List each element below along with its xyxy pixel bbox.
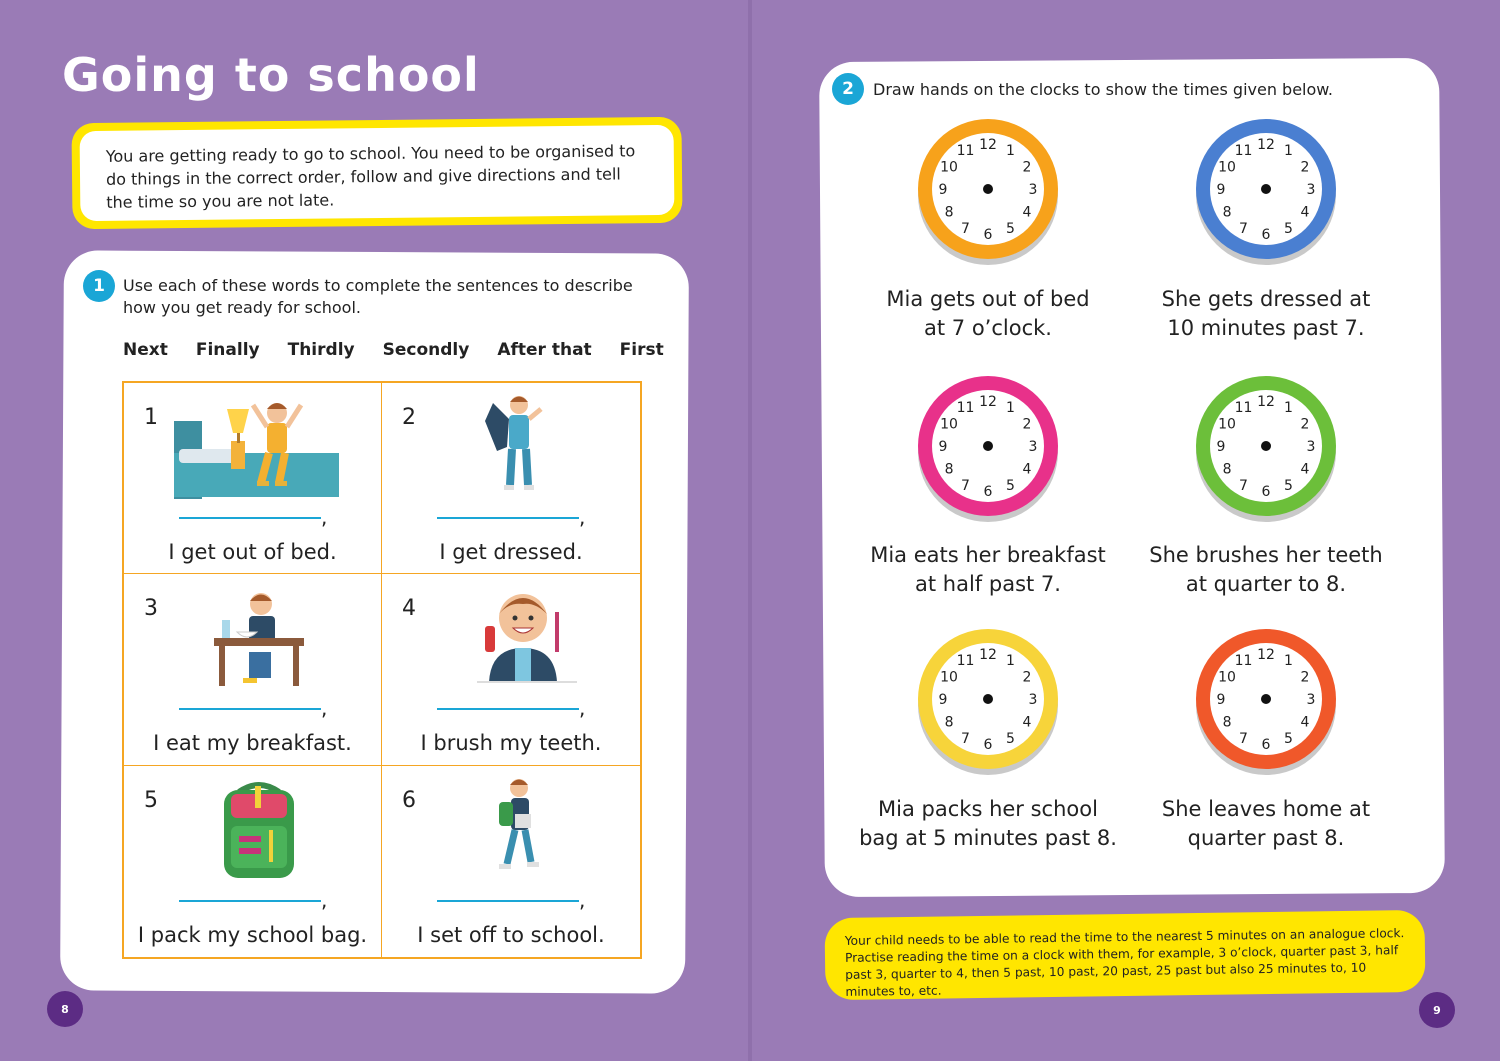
clock-number: 11 xyxy=(1234,400,1253,417)
clock-number: 10 xyxy=(940,416,958,433)
clock-number: 4 xyxy=(1022,714,1032,731)
clock-number: 8 xyxy=(1222,204,1232,221)
clock-center-dot xyxy=(983,184,993,194)
clock-number: 6 xyxy=(1261,737,1271,753)
clock-number: 9 xyxy=(938,439,948,455)
clock-number: 11 xyxy=(956,143,975,160)
caption-line-2: 10 minutes past 7. xyxy=(1167,316,1365,340)
clock-number: 3 xyxy=(1028,692,1038,708)
caption-line-2: bag at 5 minutes past 8. xyxy=(859,826,1117,850)
comma: , xyxy=(579,887,586,912)
school-backpack-illustration xyxy=(169,774,344,889)
clock-number: 12 xyxy=(1257,394,1275,410)
clock-number: 2 xyxy=(1300,159,1310,176)
caption-line-1: Mia gets out of bed xyxy=(886,287,1090,311)
clock-caption-6 xyxy=(1126,795,1406,853)
question-2-text: Draw hands on the clocks to show the times given below. xyxy=(873,80,1333,99)
clock-number: 6 xyxy=(983,227,993,243)
clock-face-3[interactable] xyxy=(913,372,1063,522)
question-1-text: Use each of these words to complete the sentences to describe how you get ready for school. xyxy=(123,276,633,317)
answer-blank[interactable] xyxy=(437,517,579,519)
clock-number: 10 xyxy=(1218,159,1236,176)
clock-center-dot xyxy=(1261,694,1271,704)
sequence-grid xyxy=(122,381,642,959)
clock-caption-4 xyxy=(1126,541,1406,599)
sentence-text: I get dressed. xyxy=(439,540,583,564)
page-title: Going to school xyxy=(62,48,480,102)
clock-number: 5 xyxy=(1284,730,1293,747)
clock-face-2[interactable] xyxy=(1191,115,1341,265)
clock-face-1[interactable] xyxy=(913,115,1063,265)
clock-number: 8 xyxy=(1222,714,1232,731)
clock-number: 9 xyxy=(1216,692,1226,708)
sequence-cell-6 xyxy=(382,766,640,957)
clock-center-dot xyxy=(1261,441,1271,451)
caption-line-1: She gets dressed at xyxy=(1161,287,1371,311)
comma: , xyxy=(321,696,328,721)
sentence-text: I brush my teeth. xyxy=(420,731,602,756)
clock-caption-1 xyxy=(848,285,1128,343)
sequence-cell-5 xyxy=(124,766,382,957)
clock-number: 12 xyxy=(1257,137,1275,153)
page-number-right: 9 xyxy=(1419,992,1455,1028)
boy-walking-to-school-illustration xyxy=(427,774,602,889)
clock-number: 2 xyxy=(1300,416,1310,433)
clock-number: 10 xyxy=(940,159,958,176)
clock-number: 3 xyxy=(1306,182,1316,198)
sentence-text: I eat my breakfast. xyxy=(153,731,352,756)
clock-number: 7 xyxy=(961,730,970,747)
cell-number: 5 xyxy=(144,787,158,813)
word-thirdly: Thirdly xyxy=(287,340,355,360)
clock-center-dot xyxy=(1261,184,1271,194)
word-secondly: Secondly xyxy=(382,340,470,360)
caption-line-1: Mia packs her school xyxy=(878,797,1098,821)
sentence-text: I get out of bed. xyxy=(168,540,337,564)
boy-brushing-teeth-illustration xyxy=(427,582,602,697)
clock-number: 8 xyxy=(944,714,954,731)
word-first: First xyxy=(619,340,664,360)
sequence-cell-3 xyxy=(124,574,382,765)
sequence-cell-4 xyxy=(382,574,640,765)
clock-number: 2 xyxy=(1022,159,1032,176)
answer-blank[interactable] xyxy=(179,708,321,710)
clock-number: 6 xyxy=(983,737,993,753)
comma: , xyxy=(321,505,328,529)
clock-number: 8 xyxy=(944,461,954,478)
intro-box xyxy=(71,117,682,229)
page-number-left: 8 xyxy=(47,991,83,1027)
clock-number: 10 xyxy=(1218,416,1236,433)
comma: , xyxy=(579,696,586,721)
cell-number: 4 xyxy=(402,596,416,622)
clock-number: 9 xyxy=(938,692,948,708)
clock-number: 12 xyxy=(979,394,997,410)
intro-text: You are getting ready to go to school. You need to be organised to do things in the correct order, follow and give directions and tell the time so you are not late. xyxy=(80,125,675,221)
clock-number: 9 xyxy=(1216,439,1226,455)
question-2-badge: 2 xyxy=(832,73,864,105)
clock-number: 11 xyxy=(1234,143,1253,160)
word-after-that: After that xyxy=(497,340,592,360)
clock-number: 2 xyxy=(1022,669,1032,686)
clock-number: 10 xyxy=(940,669,958,686)
clock-number: 7 xyxy=(961,220,970,237)
word-finally: Finally xyxy=(195,340,260,360)
answer-blank[interactable] xyxy=(437,900,579,902)
word-next: Next xyxy=(123,340,168,360)
clock-face-4[interactable] xyxy=(1191,372,1341,522)
question-1-badge: 1 xyxy=(83,270,115,302)
clock-number: 12 xyxy=(979,647,997,663)
cell-number: 3 xyxy=(144,596,158,622)
clock-number: 12 xyxy=(979,137,997,153)
clock-number: 5 xyxy=(1006,730,1015,747)
parent-note: Your child needs to be able to read the time to the nearest 5 minutes on an analogue clock. Practise reading the time on a clock with them, for example, 3 o’clock, quarter past 3, half past 3, quarter to 4, then 5 past, 10 past, 20 past, 25 past but also 25 minutes to, 10 minutes to, etc. xyxy=(824,910,1425,1000)
boy-getting-dressed-illustration xyxy=(427,391,602,506)
clock-face-5[interactable] xyxy=(913,625,1063,775)
clock-number: 4 xyxy=(1300,461,1310,478)
caption-line-2: at 7 o’clock. xyxy=(924,316,1052,340)
clock-number: 5 xyxy=(1284,477,1293,494)
clock-number: 3 xyxy=(1306,692,1316,708)
boy-eating-breakfast-illustration xyxy=(169,582,344,697)
clock-number: 1 xyxy=(1006,143,1015,160)
boy-waking-up-illustration xyxy=(169,391,344,506)
answer-blank[interactable] xyxy=(179,900,321,902)
clock-number: 2 xyxy=(1022,416,1032,433)
clock-number: 12 xyxy=(1257,647,1275,663)
clock-number: 6 xyxy=(983,484,993,500)
clock-face-6[interactable] xyxy=(1191,625,1341,775)
clock-number: 7 xyxy=(1239,220,1248,237)
clock-center-dot xyxy=(983,694,993,704)
cell-number: 6 xyxy=(402,787,416,813)
clock-number: 1 xyxy=(1284,143,1293,160)
clock-number: 11 xyxy=(956,400,975,417)
sequence-cell-2 xyxy=(382,383,640,574)
clock-number: 3 xyxy=(1306,439,1316,455)
word-bank xyxy=(123,340,692,360)
cell-number: 1 xyxy=(144,405,158,430)
clock-number: 2 xyxy=(1300,669,1310,686)
cell-number: 2 xyxy=(402,405,416,430)
answer-blank[interactable] xyxy=(179,517,321,519)
clock-number: 5 xyxy=(1006,220,1015,237)
clock-number: 1 xyxy=(1006,653,1015,670)
sentence-text: I pack my school bag. xyxy=(137,922,368,947)
clock-number: 3 xyxy=(1028,182,1038,198)
clock-number: 4 xyxy=(1022,204,1032,221)
clock-number: 11 xyxy=(956,653,975,670)
clock-number: 6 xyxy=(1261,227,1271,243)
clock-number: 8 xyxy=(1222,461,1232,478)
comma: , xyxy=(321,887,328,912)
caption-line-1: She leaves home at xyxy=(1161,797,1371,821)
clock-number: 1 xyxy=(1284,400,1293,417)
clock-number: 1 xyxy=(1006,400,1015,417)
clock-number: 7 xyxy=(1239,730,1248,747)
clock-number: 5 xyxy=(1006,477,1015,494)
answer-blank[interactable] xyxy=(437,708,579,710)
caption-line-1: She brushes her teeth xyxy=(1149,543,1383,567)
comma: , xyxy=(579,505,586,529)
caption-line-1: Mia eats her breakfast xyxy=(870,543,1106,567)
clock-number: 7 xyxy=(1239,477,1248,494)
clock-caption-5 xyxy=(848,795,1128,853)
clock-number: 9 xyxy=(938,182,948,198)
clock-number: 6 xyxy=(1261,484,1271,500)
clock-number: 8 xyxy=(944,204,954,221)
caption-line-2: at half past 7. xyxy=(915,572,1061,596)
clock-center-dot xyxy=(983,441,993,451)
sequence-cell-1 xyxy=(124,383,382,574)
clock-number: 10 xyxy=(1218,669,1236,686)
caption-line-2: quarter past 8. xyxy=(1187,826,1345,850)
clock-number: 1 xyxy=(1284,653,1293,670)
clock-number: 9 xyxy=(1216,182,1226,198)
clock-number: 4 xyxy=(1300,714,1310,731)
caption-line-2: at quarter to 8. xyxy=(1185,572,1347,596)
clock-number: 11 xyxy=(1234,653,1253,670)
clock-number: 5 xyxy=(1284,220,1293,237)
clock-caption-2 xyxy=(1126,285,1406,343)
clock-number: 7 xyxy=(961,477,970,494)
clock-number: 4 xyxy=(1300,204,1310,221)
sentence-text: I set off to school. xyxy=(417,922,605,947)
clock-number: 4 xyxy=(1022,461,1032,478)
page-fold xyxy=(748,0,752,1061)
clock-number: 3 xyxy=(1028,439,1038,455)
clock-caption-3 xyxy=(848,541,1128,599)
